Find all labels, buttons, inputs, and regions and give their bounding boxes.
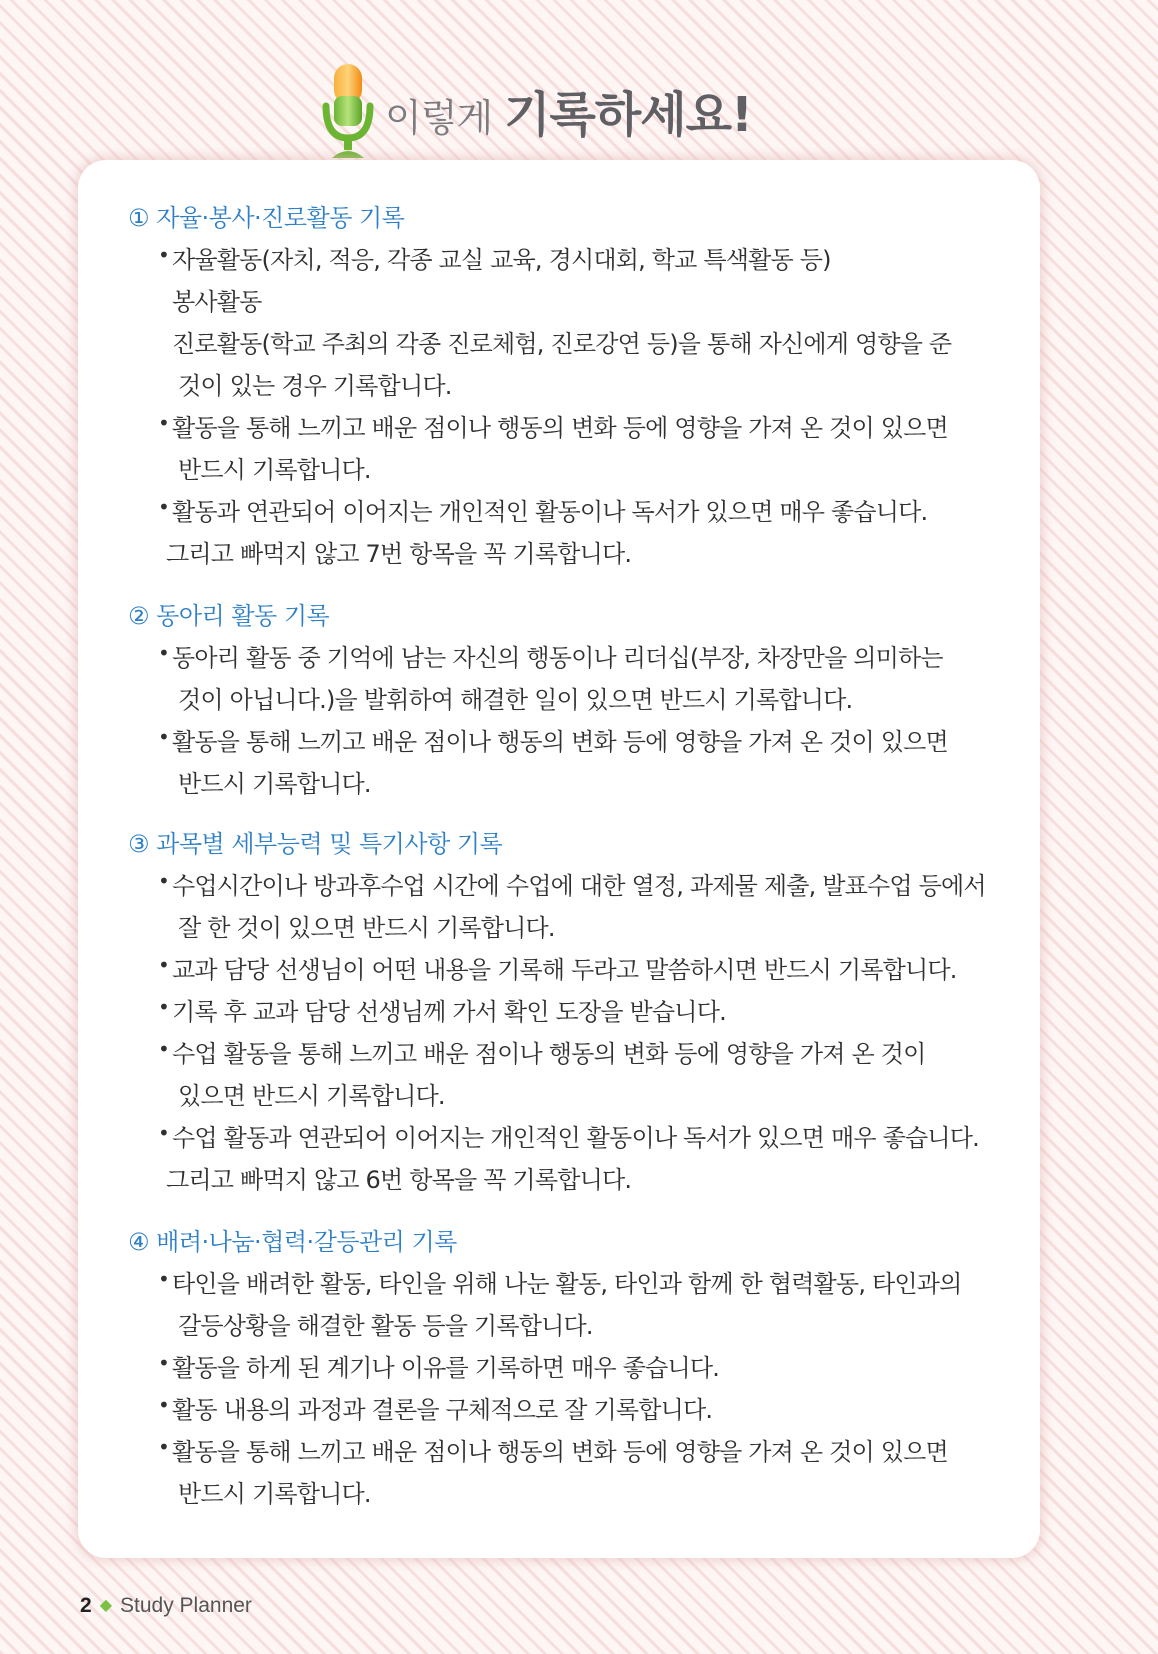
section-3-line-7: 수업 활동과 연관되어 이어지는 개인적인 활동이나 독서가 있으면 매우 좋습니다. [172,1124,979,1152]
section-4-line-6: 반드시 기록합니다. [178,1480,371,1508]
bullet-icon: • [158,1267,170,1291]
bullet-icon: • [158,995,170,1019]
section-1-line-2: 봉사활동 [172,288,262,316]
section-1-line-6: 반드시 기록합니다. [178,456,371,484]
diamond-icon: ◆ [99,1597,112,1614]
section-3-line-8: 그리고 빠먹지 않고 6번 항목을 꼭 기록합니다. [166,1166,632,1194]
page-title-bold: 기록하세요! [504,87,752,143]
bullet-icon: • [158,495,170,519]
section-3-line-3: 교과 담당 선생님이 어떤 내용을 기록해 두라고 말씀하시면 반드시 기록합니다. [172,956,957,984]
section-title-1: ① 자율·봉사·진로활동 기록 [128,204,405,232]
section-3-line-4: 기록 후 교과 담당 선생님께 가서 확인 도장을 받습니다. [172,998,726,1026]
section-1-line-4: 것이 있는 경우 기록합니다. [178,372,452,400]
bullet-icon: • [158,243,170,267]
section-title-2: ② 동아리 활동 기록 [128,602,330,630]
section-4-line-4: 활동 내용의 과정과 결론을 구체적으로 잘 기록합니다. [172,1396,713,1424]
bullet-icon: • [158,725,170,749]
section-3-line-6: 있으면 반드시 기록합니다. [178,1082,445,1110]
page-number: 2 [80,1594,92,1617]
section-4-line-5: 활동을 통해 느끼고 배운 점이나 행동의 변화 등에 영향을 가져 온 것이 있으면 [172,1438,948,1466]
page-footer [80,1594,252,1618]
footer-label: Study Planner [120,1594,252,1617]
bullet-icon: • [158,1037,170,1061]
section-1-line-1: 자율활동(자치, 적응, 각종 교실 교육, 경시대회, 학교 특색활동 등) [172,246,831,274]
section-title-4: ④ 배려·나눔·협력·갈등관리 기록 [128,1228,457,1256]
page-header [0,62,1158,162]
section-3-line-2: 잘 한 것이 있으면 반드시 기록합니다. [178,914,555,942]
section-1-line-5: 활동을 통해 느끼고 배운 점이나 행동의 변화 등에 영향을 가져 온 것이 있으면 [172,414,948,442]
bullet-icon: • [158,869,170,893]
bullet-icon: • [158,1121,170,1145]
bullet-icon: • [158,1435,170,1459]
section-4-line-1: 타인을 배려한 활동, 타인을 위해 나눈 활동, 타인과 함께 한 협력활동, 타인과의 [172,1270,962,1298]
content-card [78,160,1040,1558]
bullet-icon: • [158,953,170,977]
page-title-light: 이렇게 [385,96,493,140]
section-4-line-2: 갈등상황을 해결한 활동 등을 기록합니다. [178,1312,593,1340]
microphone-icon [318,62,378,160]
section-2-line-4: 반드시 기록합니다. [178,770,371,798]
section-2-line-3: 활동을 통해 느끼고 배운 점이나 행동의 변화 등에 영향을 가져 온 것이 있으면 [172,728,948,756]
page-title [385,76,752,145]
section-4-line-3: 활동을 하게 된 계기나 이유를 기록하면 매우 좋습니다. [172,1354,720,1382]
bullet-icon: • [158,1351,170,1375]
bullet-icon: • [158,1393,170,1417]
section-3-line-5: 수업 활동을 통해 느끼고 배운 점이나 행동의 변화 등에 영향을 가져 온 것이 [172,1040,926,1068]
bullet-icon: • [158,641,170,665]
section-3-line-1: 수업시간이나 방과후수업 시간에 수업에 대한 열정, 과제물 제출, 발표수업 등에서 [172,872,986,900]
section-title-3: ③ 과목별 세부능력 및 특기사항 기록 [128,830,503,858]
section-1-line-8: 그리고 빠먹지 않고 7번 항목을 꼭 기록합니다. [166,540,632,568]
section-1-line-3: 진로활동(학교 주최의 각종 진로체험, 진로강연 등)을 통해 자신에게 영향을 준 [172,330,952,358]
section-2-line-1: 동아리 활동 중 기억에 남는 자신의 행동이나 리더십(부장, 차장만을 의미하는 [172,644,943,672]
section-1-line-7: 활동과 연관되어 이어지는 개인적인 활동이나 독서가 있으면 매우 좋습니다. [172,498,928,526]
section-2-line-2: 것이 아닙니다.)을 발휘하여 해결한 일이 있으면 반드시 기록합니다. [178,686,853,714]
bullet-icon: • [158,411,170,435]
